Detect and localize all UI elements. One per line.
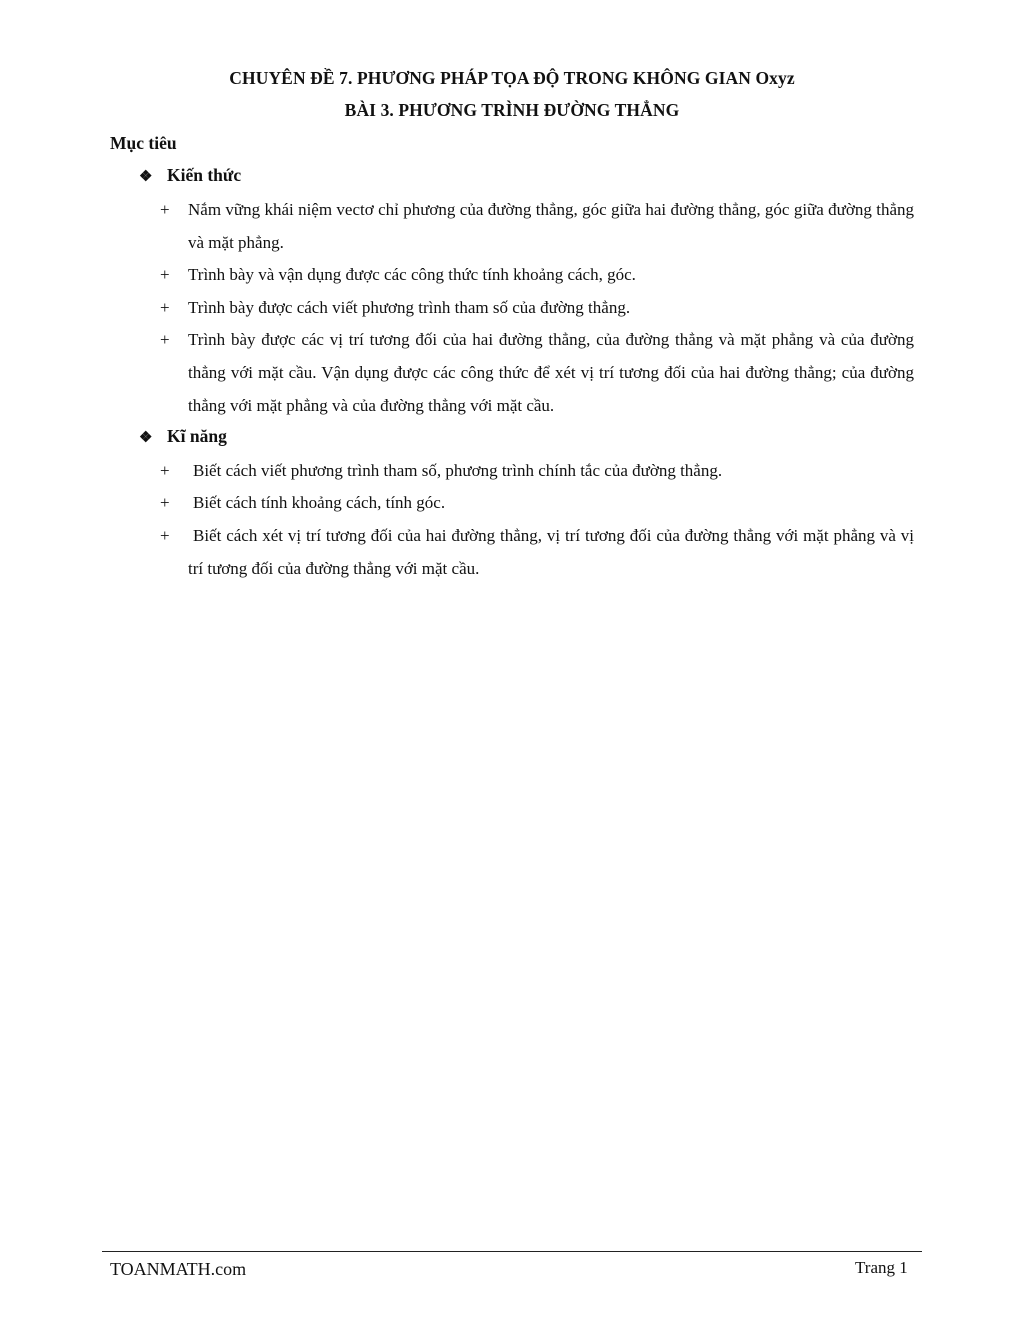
plus-bullet-icon: + — [160, 493, 170, 512]
footer-page-number: Trang 1 — [855, 1258, 908, 1277]
list-item-text: Biết cách xét vị trí tương đối của hai đường thẳng, vị trí tương đối của đường thẳng với mặt phẳng và vị trí tương đối của đường thẳng với mặt cầu. — [188, 526, 914, 578]
plus-bullet-icon: + — [160, 526, 170, 545]
list-item-text: Trình bày được các vị trí tương đối của hai đường thẳng, của đường thẳng và mặt phẳng và của đường thẳng với mặt cầu. Vận dụng được các công thức để xét vị trí tương đối của hai đường thẳng; của đường thẳng với mặt phẳng và của đường thẳng với mặt cầu. — [188, 330, 914, 415]
section-heading-objectives: Mục tiêu — [110, 133, 177, 153]
list-item-text: Nắm vững khái niệm vectơ chỉ phương của đường thẳng, góc giữa hai đường thẳng, góc giữa đường thẳng và mặt phẳng. — [188, 200, 914, 252]
list-item — [160, 454, 914, 487]
chapter-title: CHUYÊN ĐỀ 7. PHƯƠNG PHÁP TỌA ĐỘ TRONG KHÔNG GIAN Oxyz — [229, 68, 795, 88]
skills-heading-label: Kĩ năng — [167, 426, 227, 446]
footer-divider — [102, 1251, 922, 1252]
list-item — [160, 323, 914, 422]
list-item — [160, 519, 914, 585]
plus-bullet-icon: + — [160, 461, 170, 480]
skills-heading — [139, 426, 227, 447]
footer-site: TOANMATH.com — [110, 1259, 247, 1279]
knowledge-heading-label: Kiến thức — [167, 165, 242, 185]
list-item — [160, 193, 914, 259]
plus-bullet-icon: + — [160, 298, 170, 317]
list-item-text: Trình bày được cách viết phương trình tham số của đường thẳng. — [188, 298, 631, 317]
lesson-title: BÀI 3. PHƯƠNG TRÌNH ĐƯỜNG THẲNG — [344, 100, 680, 120]
list-item-text: Biết cách tính khoảng cách, tính góc. — [193, 493, 446, 512]
diamond-bullet-icon: ❖ — [139, 430, 153, 446]
list-item — [160, 486, 914, 519]
list-item-text: Trình bày và vận dụng được các công thức tính khoảng cách, góc. — [188, 265, 636, 284]
knowledge-heading — [139, 165, 241, 186]
diamond-bullet-icon: ❖ — [139, 169, 153, 185]
list-item-text: Biết cách viết phương trình tham số, phương trình chính tắc của đường thẳng. — [193, 461, 723, 480]
plus-bullet-icon: + — [160, 200, 170, 219]
plus-bullet-icon: + — [160, 265, 170, 284]
list-item — [160, 258, 914, 291]
list-item — [160, 291, 914, 324]
plus-bullet-icon: + — [160, 330, 170, 349]
